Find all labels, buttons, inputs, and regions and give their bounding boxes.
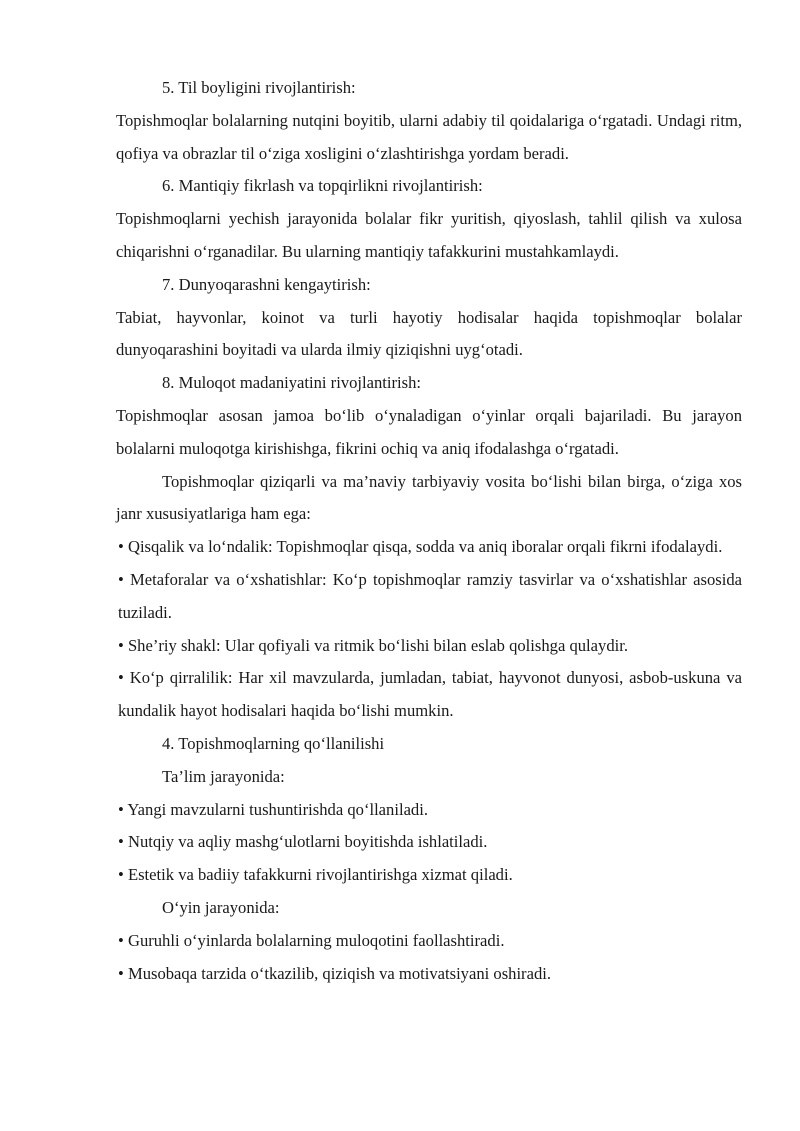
bullet-item: • Estetik va badiiy tafakkurni rivojlantirishga xizmat qiladi. — [118, 865, 513, 885]
subheading-education: Ta’lim jarayonida: — [162, 766, 285, 786]
paragraph-logic: Topishmoqlarni yechish jarayonida bolalar fikr yuritish, qiyoslash, tahlil qilish va xulosa chiqarishni o‘rganadilar. Bu ularning mantiqiy tafakkurini mustahkamlaydi. — [116, 209, 742, 261]
section-heading-language: 5. Til boyligini rivojlantirish: — [162, 78, 356, 97]
bullet-item: • Nutqiy va aqliy mashg‘ulotlarni boyitishda ishlatiladi. — [118, 832, 488, 852]
bullet-item: • Musobaqa tarzida o‘tkazilib, qiziqish va motivatsiyani oshiradi. — [118, 963, 552, 983]
document-body — [116, 72, 742, 990]
paragraph-genre-intro — [116, 466, 742, 532]
bullet-item: • Yangi mavzularni tushuntirishda qo‘llaniladi. — [118, 799, 428, 819]
bullet-item: • She’riy shakl: Ular qofiyali va ritmik bo‘lishi bilan eslab qolishga qulaydir. — [118, 635, 628, 655]
bullet-item: • Ko‘p qirralilik: Har xil mavzularda, jumladan, tabiat, hayvonot dunyosi, asbob-uskuna va kundalik hayot hodisalari haqida bo‘lishi mumkin. — [118, 668, 742, 721]
bullet-item: • Metaforalar va o‘xshatishlar: Ko‘p topishmoqlar ramziy tasvirlar va o‘xshatishlar asosida tuziladi. — [118, 569, 742, 622]
subheading-game: O‘yin jarayonida: — [162, 897, 280, 917]
bullet-item: • Guruhli o‘yinlarda bolalarning muloqotini faollashtiradi. — [118, 930, 505, 950]
paragraph-worldview: Tabiat, hayvonlar, koinot va turli hayotiy hodisalar haqida topishmoqlar bolalar dunyoqarashini boyitadi va ularda ilmiy qiziqishni uyg‘otadi. — [116, 307, 742, 360]
section-heading-communication: 8. Muloqot madaniyatini rivojlantirish: — [162, 373, 422, 393]
section-heading-usage: 4. Topishmoqlarning qo‘llanilishi — [162, 733, 385, 753]
paragraph-language: Topishmoqlar bolalarning nutqini boyitib, ularni adabiy til qoidalariga o‘rgatadi. Undagi ritm, qofiya va obrazlar til o‘ziga xosligini o‘zlashtirishga yordam beradi. — [116, 110, 742, 163]
paragraph-communication: Topishmoqlar asosan jamoa bo‘lib o‘ynaladigan o‘yinlar orqali bajariladi. Bu jarayon bolalarni muloqotga kirishishga, fikrini ochiq va aniq ifodalashga o‘rgatadi. — [116, 405, 742, 458]
section-heading-logic: 6. Mantiqiy fikrlash va topqirlikni rivojlantirish: — [162, 176, 483, 196]
genre-intro-text: Topishmoqlar qiziqarli va ma’naviy tarbiyaviy vosita bo‘lishi bilan birga, o‘ziga xos janr xususiyatlariga ham ega: — [116, 471, 742, 524]
bullet-item: • Qisqalik va lo‘ndalik: Topishmoqlar qisqa, sodda va aniq iboralar orqali fikrni ifodalaydi. — [118, 537, 723, 557]
section-heading-worldview: 7. Dunyoqarashni kengaytirish: — [162, 274, 371, 294]
